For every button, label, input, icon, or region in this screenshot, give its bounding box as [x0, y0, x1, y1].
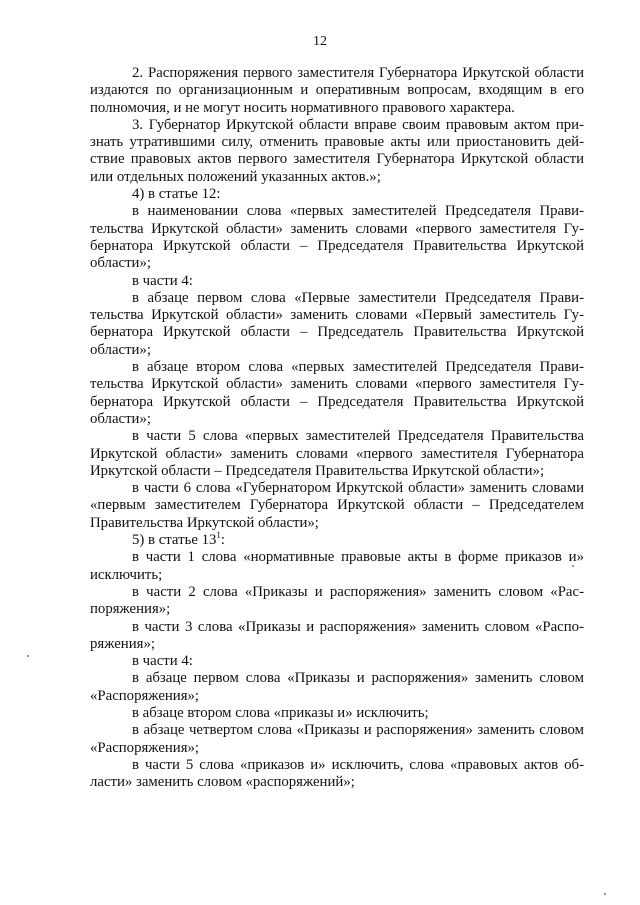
paragraph-12: в части 2 слова «Приказы и распоряжения» заменить словом «Распоряжения»;: [90, 583, 584, 618]
paragraph-15: в абзаце первом слова «Приказы и распоряжения» заменить словом «Распоряжения»;: [90, 670, 584, 704]
scan-speck: [572, 565, 574, 567]
scan-speck: [604, 893, 606, 895]
paragraph-18: в части 5 слова «приказов и» исключить, слова «правовых актов области» заменить словом «распоряжений»;: [90, 756, 584, 791]
paragraph-13: в части 3 слова «Приказы и распоряжения» заменить словом «Распоряжения»;: [90, 618, 584, 652]
paragraph-6: в абзаце первом слова «Первые заместители Председателя Правительства Иркутской области» заменить словами «Первый заместитель Губернатора Иркутской области – Председатель Правительства Иркутской области»;: [90, 289, 584, 358]
paragraph-16: в абзаце втором слова «приказы и» исключить;: [132, 704, 429, 721]
paragraph-2: 3. Губернатор Иркутской области вправе своим правовым актом признать утратившими силу, отменить правовые акты или приостановить действие правовых актов первого заместителя Губернатора Иркутской области или отдельных положений указанных актов.»;: [90, 116, 584, 185]
paragraph-11: в части 1 слова «нормативные правовые акты в форме приказов и» исключить;: [90, 549, 584, 583]
paragraph-8: в части 5 слова «первых заместителей Председателя Правительства Иркутской области» заменить словами «первого заместителя Губернатора Иркутской области – Председателя Правительства Иркутской области»;: [90, 428, 584, 479]
paragraph-5: в части 4:: [132, 272, 193, 289]
superscript-1: 1: [216, 530, 221, 541]
paragraph-3: 4) в статье 12:: [132, 186, 221, 203]
paragraph-1: 2. Распоряжения первого заместителя Губернатора Иркутской области издаются по организационным и оперативным вопросам, входящим в его полномочия, и не могут носить нормативного правового характера.: [90, 65, 584, 116]
paragraph-14: в части 4:: [132, 653, 193, 670]
paragraph-10-tail: :: [220, 532, 226, 549]
document-body: [90, 65, 584, 791]
paragraph-10-text: 5) в статье 13: [132, 532, 217, 549]
paragraph-7: в абзаце втором слова «первых заместителей Председателя Правительства Иркутской области» заменить словами «первого заместителя Губернатора Иркутской области – Председателя Правительства Иркутской области»;: [90, 359, 584, 427]
paragraph-4: в наименовании слова «первых заместителей Председателя Правительства Иркутской области» заменить словами «первого заместителя Губернатора Иркутской области – Председателя Правительства Иркутской области»;: [90, 203, 584, 272]
page-number: 12: [313, 34, 327, 49]
paragraph-10: [90, 532, 584, 549]
scan-speck: [27, 655, 29, 657]
paragraph-17: в абзаце четвертом слова «Приказы и распоряжения» заменить словом «Распоряжения»;: [90, 722, 584, 756]
paragraph-9: в части 6 слова «Губернатором Иркутской области» заменить словами «первым заместителем Губернатора Иркутской области – Председателем Правительства Иркутской области»;: [90, 480, 584, 531]
